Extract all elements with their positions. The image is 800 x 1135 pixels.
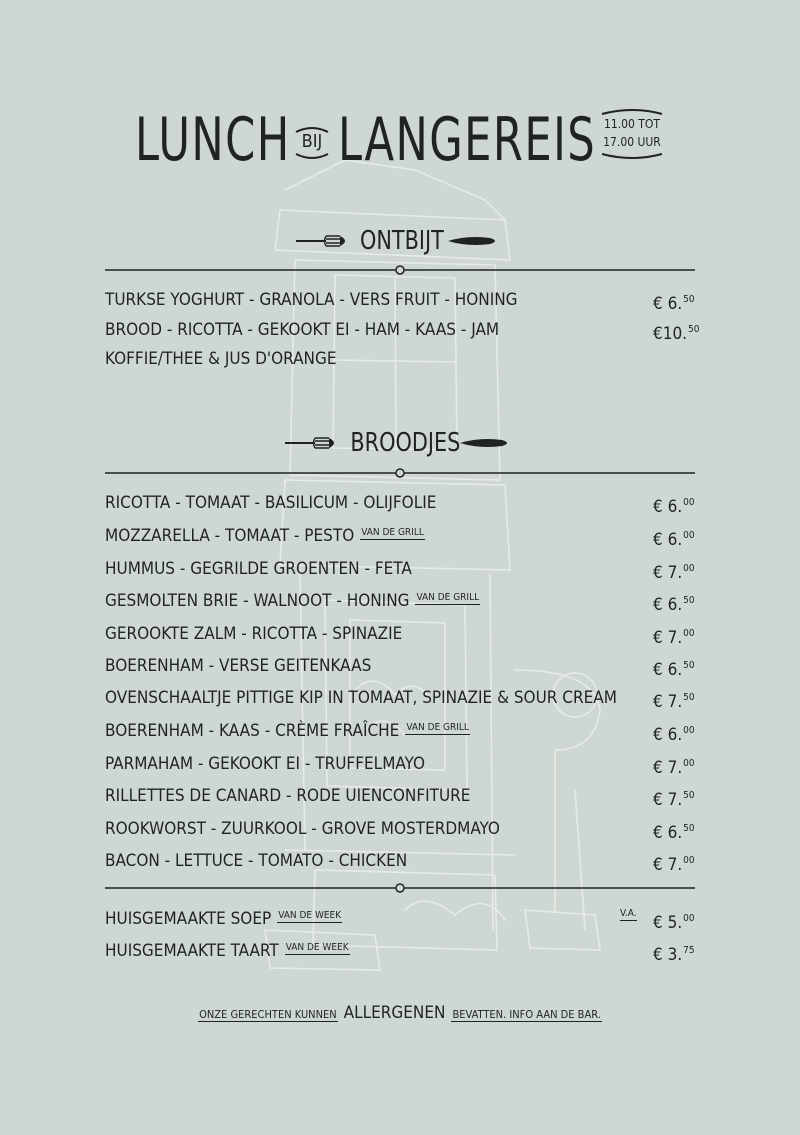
grill-tag: VAN DE GRILL: [361, 527, 424, 538]
menu-item-price: [653, 619, 695, 653]
grill-tag: VAN DE GRILL: [416, 592, 480, 603]
hours-line-1: 11.00 TOT: [603, 117, 660, 131]
price-cents: 00: [683, 530, 695, 541]
menu-item: [105, 814, 695, 844]
menu-item: [105, 586, 695, 616]
hours-line-2: 17.00 UUR: [603, 135, 661, 149]
price-cents: 00: [683, 725, 695, 736]
title-bij: BIJ: [301, 131, 323, 152]
allergen-note-part-1: ONZE GERECHTEN KUNNEN: [199, 1008, 337, 1021]
menu-item-price: [653, 749, 695, 783]
menu-item-name: ROOKWORST - ZUURKOOL - GROVE MOSTERDMAYO: [105, 819, 500, 839]
menu-item: [105, 904, 695, 934]
section-divider-extras: [105, 882, 695, 894]
price-cents: 50: [683, 294, 695, 305]
fork-icon: [285, 437, 341, 449]
menu-item: [105, 488, 695, 518]
price-amount: € 6.: [653, 595, 683, 615]
menu-item-price: [653, 521, 695, 555]
menu-item-price: [653, 936, 695, 970]
price-cents: 50: [683, 595, 695, 606]
price-cents: 00: [683, 913, 695, 924]
section-header-broodjes: [0, 423, 800, 463]
price-amount: € 6.: [653, 823, 683, 843]
price-cents: 75: [683, 945, 695, 956]
menu-item-name: MOZZARELLA - TOMAAT - PESTO: [105, 526, 355, 546]
title-langereis: LANGEREIS: [338, 105, 597, 175]
menu-item-price: [653, 285, 695, 319]
menu-item-name-wrap: [105, 936, 350, 966]
knife-icon: [448, 235, 500, 247]
menu-item: [105, 651, 695, 681]
menu-item: [105, 285, 695, 315]
menu-item-price: [653, 586, 695, 620]
menu-item-name: HUMMUS - GEGRILDE GROENTEN - FETA: [105, 559, 412, 579]
menu-item: [105, 749, 695, 779]
price-cents: 50: [683, 823, 695, 834]
menu-item-name: BOERENHAM - VERSE GEITENKAAS: [105, 656, 372, 676]
allergen-note-part-2: ALLERGENEN: [343, 1003, 446, 1023]
price-cents: 00: [683, 758, 695, 769]
menu-item-name: BROOD - RICOTTA - GEKOOKT EI - HAM - KAAS - JAM: [105, 320, 500, 340]
menu-item: [105, 521, 695, 551]
menu-item: [105, 554, 695, 584]
knife-icon: [460, 437, 512, 449]
price-amount: €10.: [653, 324, 688, 344]
menu-item: [105, 936, 695, 966]
price-amount: € 3.: [653, 945, 683, 965]
menu-item-price: [653, 716, 695, 750]
price-amount: € 6.: [653, 294, 683, 314]
menu-item-continuation: [105, 344, 695, 374]
menu-item-name: PARMAHAM - GEKOOKT EI - TRUFFELMAYO: [105, 754, 425, 774]
menu-item-name: GESMOLTEN BRIE - WALNOOT - HONING: [105, 591, 410, 611]
menu-item-name-wrap: [105, 904, 342, 934]
opening-hours: [600, 108, 664, 160]
menu-item-name: BOERENHAM - KAAS - CRÈME FRAÎCHE: [105, 721, 400, 741]
menu-item: [105, 315, 700, 345]
menu-item-price: [653, 781, 695, 815]
menu-item-price: [653, 814, 695, 848]
week-tag: VAN DE WEEK: [278, 910, 342, 921]
price-amount: € 7.: [653, 855, 683, 875]
allergen-note: [0, 1003, 800, 1023]
menu-item-name-wrap: [105, 716, 470, 746]
menu-item-name: HUISGEMAAKTE TAART: [105, 941, 279, 961]
menu-item-name: RILLETTES DE CANARD - RODE UIENCONFITURE: [105, 786, 471, 806]
menu-item: [105, 683, 695, 713]
section-header-ontbijt: [0, 221, 800, 261]
menu-item-name: KOFFIE/THEE & JUS D'ORANGE: [105, 349, 337, 369]
menu-item: [105, 716, 695, 746]
grill-tag: VAN DE GRILL: [406, 722, 469, 733]
title-lunch: LUNCH: [135, 105, 291, 175]
menu-item-name-wrap: [105, 586, 480, 616]
menu-item: [105, 846, 695, 876]
menu-item-name: GEROOKTE ZALM - RICOTTA - SPINAZIE: [105, 624, 403, 644]
price-amount: € 7.: [653, 563, 683, 583]
price-cents: 50: [683, 660, 695, 671]
menu-item: [105, 619, 695, 649]
menu-item-price: [653, 651, 695, 685]
section-title-ontbijt: ONTBIJT: [360, 226, 444, 256]
menu-item-price: [653, 904, 695, 938]
menu-title: [0, 100, 800, 180]
menu-item-name: BACON - LETTUCE - TOMATO - CHICKEN: [105, 851, 408, 871]
price-amount: € 7.: [653, 790, 683, 810]
section-divider-ontbijt: [105, 264, 695, 276]
price-cents: 50: [683, 790, 695, 801]
price-amount: € 5.: [653, 913, 683, 933]
menu-item-name: TURKSE YOGHURT - GRANOLA - VERS FRUIT - HONING: [105, 290, 518, 310]
menu-item-name: RICOTTA - TOMAAT - BASILICUM - OLIJFOLIE: [105, 493, 437, 513]
section-title-broodjes: BROODJES: [350, 428, 461, 458]
price-amount: € 7.: [653, 758, 683, 778]
price-amount: € 7.: [653, 628, 683, 648]
menu-item: [105, 781, 695, 811]
menu-item-price: [653, 683, 695, 717]
fork-icon: [296, 235, 352, 247]
from-price-label: V.A.: [620, 908, 637, 919]
section-divider-broodjes: [105, 467, 695, 479]
price-amount: € 6.: [653, 530, 683, 550]
price-cents: 00: [683, 563, 695, 574]
price-cents: 00: [683, 497, 695, 508]
price-cents: 00: [683, 628, 695, 639]
menu-item-name: HUISGEMAAKTE SOEP: [105, 909, 272, 929]
price-cents: 50: [683, 692, 695, 703]
price-amount: € 6.: [653, 497, 683, 517]
price-cents: 00: [683, 855, 695, 866]
menu-item-name: OVENSCHAALTJE PITTIGE KIP IN TOMAAT, SPINAZIE & SOUR CREAM: [105, 688, 617, 708]
week-tag: VAN DE WEEK: [285, 942, 349, 953]
price-amount: € 7.: [653, 692, 683, 712]
price-amount: € 6.: [653, 660, 683, 680]
menu-item-name-wrap: [105, 521, 425, 551]
menu-item-price: [653, 554, 695, 588]
price-amount: € 6.: [653, 725, 683, 745]
menu-item-price: [653, 846, 695, 880]
menu-item-price: [653, 488, 695, 522]
allergen-note-part-3: BEVATTEN. INFO AAN DE BAR.: [452, 1008, 601, 1021]
price-cents: 50: [688, 324, 700, 335]
title-bij-badge: [292, 122, 332, 162]
